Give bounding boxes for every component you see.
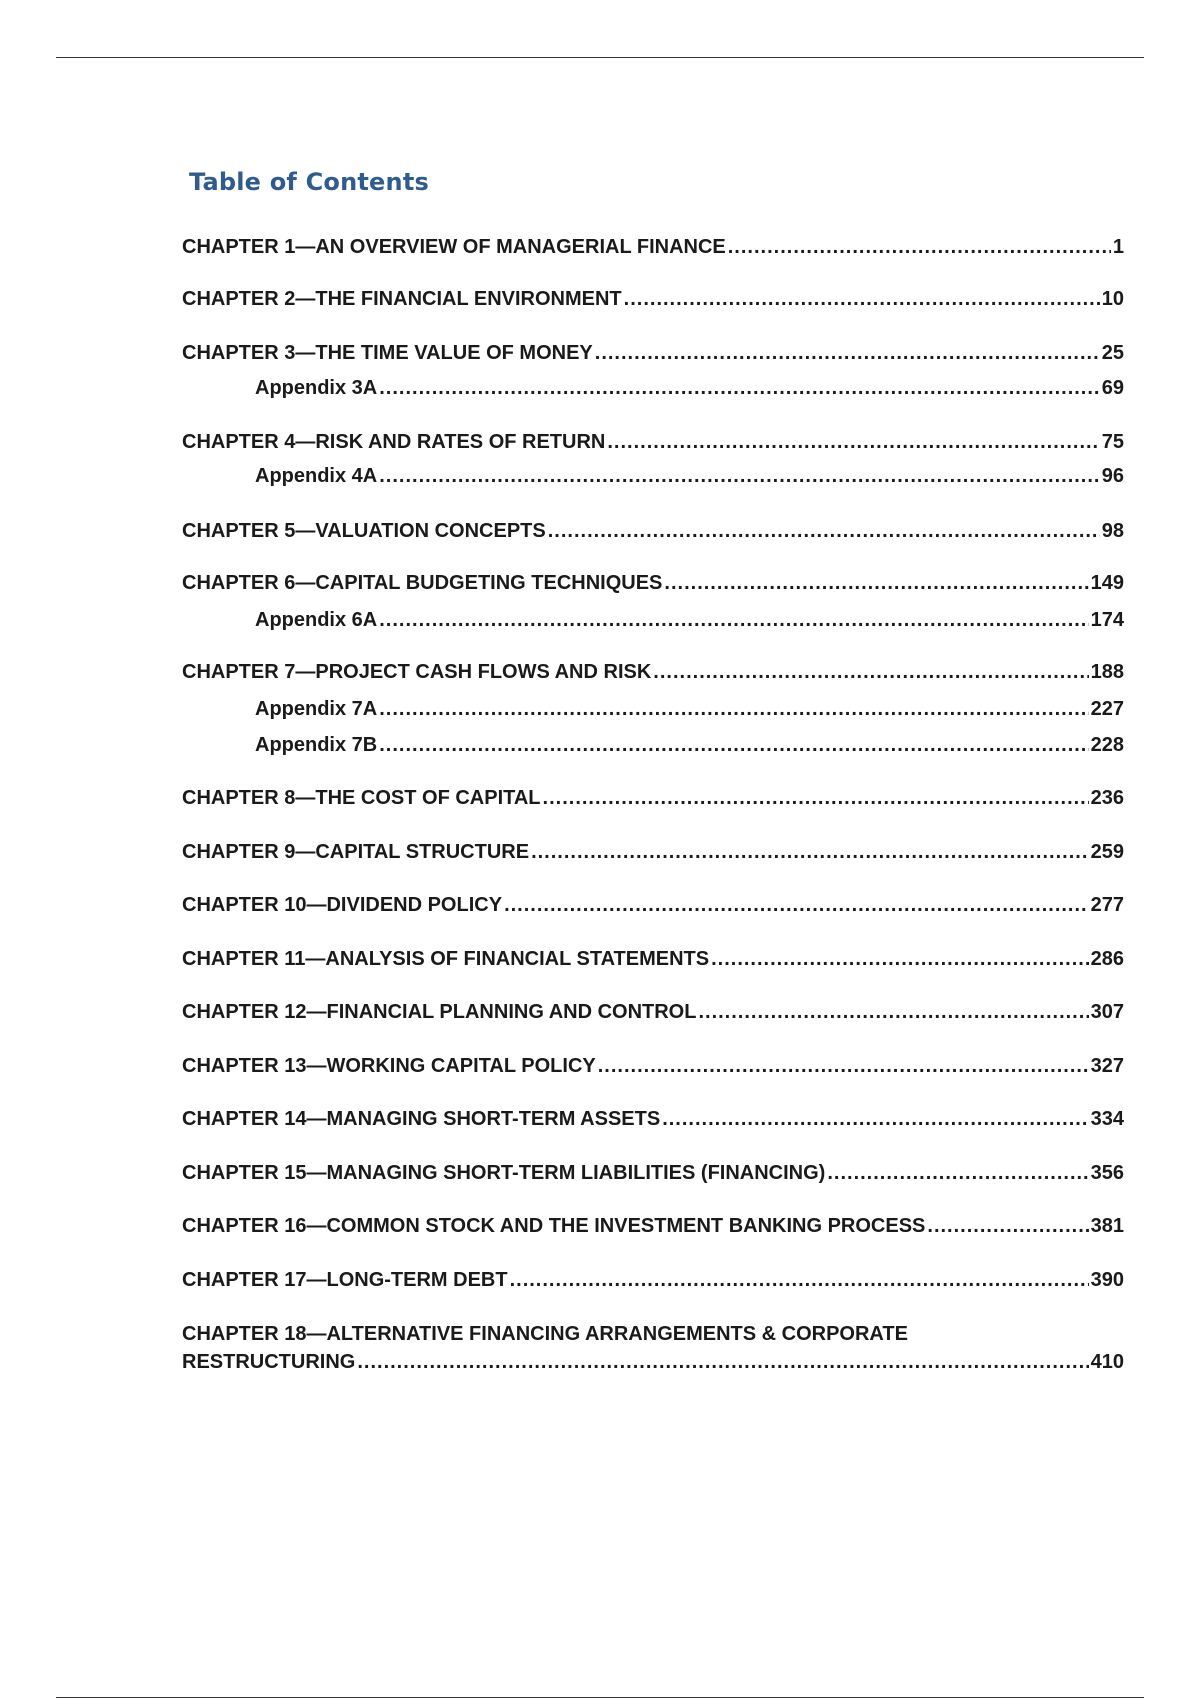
- toc-entry-chapter-14[interactable]: [182, 1105, 1124, 1133]
- dot-leader: [598, 1052, 1089, 1080]
- toc-entry-chapter-11[interactable]: [182, 945, 1124, 973]
- dot-leader: [504, 891, 1089, 919]
- toc-entry-chapter-10[interactable]: [182, 891, 1124, 919]
- toc-entry-label: CHAPTER 10—DIVIDEND POLICY: [182, 894, 503, 916]
- dot-leader: [595, 339, 1100, 367]
- toc-entry-chapter-3[interactable]: [182, 339, 1124, 367]
- toc-entry-page: 149: [1090, 572, 1124, 594]
- dot-leader: [927, 1212, 1088, 1240]
- toc-entry-page: 1: [1112, 236, 1124, 258]
- dot-leader: [827, 1159, 1088, 1187]
- toc-entry-page: 75: [1101, 431, 1124, 453]
- toc-entry-page: 286: [1090, 948, 1124, 970]
- toc-entry-label: CHAPTER 15—MANAGING SHORT-TERM LIABILITIES (FINANCING): [182, 1162, 826, 1184]
- toc-entry-page: 277: [1090, 894, 1124, 916]
- dot-leader: [357, 1348, 1088, 1376]
- toc-entry-label: CHAPTER 3—THE TIME VALUE OF MONEY: [182, 342, 593, 364]
- toc-entry-label-line-2: RESTRUCTURING: [182, 1351, 356, 1373]
- footer-rule: [56, 1697, 1144, 1698]
- toc-entry-label: Appendix 3A: [255, 377, 378, 399]
- dot-leader: [379, 731, 1088, 759]
- dot-leader: [531, 838, 1089, 866]
- toc-entry-label: CHAPTER 13—WORKING CAPITAL POLICY: [182, 1055, 596, 1077]
- dot-leader: [698, 998, 1088, 1026]
- dot-leader: [379, 462, 1100, 490]
- toc-entry-page: 69: [1101, 377, 1124, 399]
- toc-entry-page: 381: [1090, 1215, 1124, 1237]
- toc-entry-label: CHAPTER 9—CAPITAL STRUCTURE: [182, 841, 530, 863]
- dot-leader: [607, 428, 1099, 456]
- toc-entry-label: CHAPTER 1—AN OVERVIEW OF MANAGERIAL FINANCE: [182, 236, 726, 258]
- toc-entry-label: CHAPTER 17—LONG-TERM DEBT: [182, 1269, 508, 1291]
- toc-entry-label: Appendix 7A: [255, 698, 378, 720]
- toc-entry-page: 228: [1090, 734, 1124, 756]
- dot-leader: [379, 606, 1088, 634]
- toc-entry-page: 259: [1090, 841, 1124, 863]
- toc-entry-chapter-15[interactable]: [182, 1159, 1124, 1187]
- toc-entry-page: 236: [1090, 787, 1124, 809]
- toc-entry-chapter-7[interactable]: [182, 658, 1124, 686]
- toc-entry-chapter-5[interactable]: [182, 517, 1124, 545]
- toc-entry-label: CHAPTER 6—CAPITAL BUDGETING TECHNIQUES: [182, 572, 663, 594]
- toc-entry-chapter-2[interactable]: [182, 285, 1124, 313]
- toc-entry-chapter-13[interactable]: [182, 1052, 1124, 1080]
- toc-entry-chapter-16[interactable]: [182, 1212, 1124, 1240]
- dot-leader: [653, 658, 1088, 686]
- toc-entry-chapter-6[interactable]: [182, 569, 1124, 597]
- toc-entry-page: 227: [1090, 698, 1124, 720]
- table-of-contents: [182, 0, 1124, 1700]
- dot-leader: [548, 517, 1100, 545]
- toc-entry-chapter-8[interactable]: [182, 784, 1124, 812]
- toc-entry-page: 390: [1090, 1269, 1124, 1291]
- toc-entry-label: CHAPTER 7—PROJECT CASH FLOWS AND RISK: [182, 661, 652, 683]
- toc-entry-label: CHAPTER 5—VALUATION CONCEPTS: [182, 520, 546, 542]
- toc-entry-label-line-1: CHAPTER 18—ALTERNATIVE FINANCING ARRANGEMENTS & CORPORATE: [182, 1323, 908, 1345]
- toc-entry-chapter-1[interactable]: [182, 233, 1124, 261]
- dot-leader: [711, 945, 1089, 973]
- toc-entry-page: 174: [1090, 609, 1124, 631]
- toc-entry-appendix-3a[interactable]: [255, 374, 1124, 402]
- toc-entry-label: CHAPTER 2—THE FINANCIAL ENVIRONMENT: [182, 288, 622, 310]
- toc-entry-appendix-4a[interactable]: [255, 462, 1124, 490]
- dot-leader: [543, 784, 1089, 812]
- toc-entry-appendix-7b[interactable]: [255, 731, 1124, 759]
- toc-entry-page: 98: [1101, 520, 1124, 542]
- toc-entry-page: 410: [1090, 1351, 1124, 1373]
- toc-entry-label: Appendix 7B: [255, 734, 378, 756]
- dot-leader: [379, 695, 1088, 723]
- toc-entry-appendix-6a[interactable]: [255, 606, 1124, 634]
- toc-entry-page: 10: [1101, 288, 1124, 310]
- toc-entry-label: CHAPTER 14—MANAGING SHORT-TERM ASSETS: [182, 1108, 661, 1130]
- dot-leader: [510, 1266, 1089, 1294]
- toc-entry-page: 356: [1090, 1162, 1124, 1184]
- toc-entry-label: CHAPTER 11—ANALYSIS OF FINANCIAL STATEMENTS: [182, 948, 710, 970]
- toc-entry-label: CHAPTER 12—FINANCIAL PLANNING AND CONTROL: [182, 1001, 697, 1023]
- toc-entry-page: 307: [1090, 1001, 1124, 1023]
- toc-entry-chapter-18[interactable]: [182, 1320, 1124, 1376]
- toc-entry-page: 327: [1090, 1055, 1124, 1077]
- toc-entry-label: CHAPTER 16—COMMON STOCK AND THE INVESTMENT BANKING PROCESS: [182, 1215, 926, 1237]
- toc-entry-page: 25: [1101, 342, 1124, 364]
- toc-entry-page: 188: [1090, 661, 1124, 683]
- toc-entry-label: CHAPTER 8—THE COST OF CAPITAL: [182, 787, 541, 809]
- dot-leader: [664, 569, 1088, 597]
- toc-entry-chapter-9[interactable]: [182, 838, 1124, 866]
- toc-title: Table of Contents: [189, 168, 429, 196]
- toc-entry-label: CHAPTER 4—RISK AND RATES OF RETURN: [182, 431, 606, 453]
- toc-entry-label: Appendix 4A: [255, 465, 378, 487]
- dot-leader: [728, 233, 1111, 261]
- dot-leader: [624, 285, 1100, 313]
- toc-entry-page: 96: [1101, 465, 1124, 487]
- dot-leader: [379, 374, 1100, 402]
- toc-entry-appendix-7a[interactable]: [255, 695, 1124, 723]
- toc-entry-chapter-17[interactable]: [182, 1266, 1124, 1294]
- dot-leader: [662, 1105, 1088, 1133]
- toc-entry-chapter-4[interactable]: [182, 428, 1124, 456]
- toc-entry-chapter-12[interactable]: [182, 998, 1124, 1026]
- toc-entry-page: 334: [1090, 1108, 1124, 1130]
- toc-entry-label: Appendix 6A: [255, 609, 378, 631]
